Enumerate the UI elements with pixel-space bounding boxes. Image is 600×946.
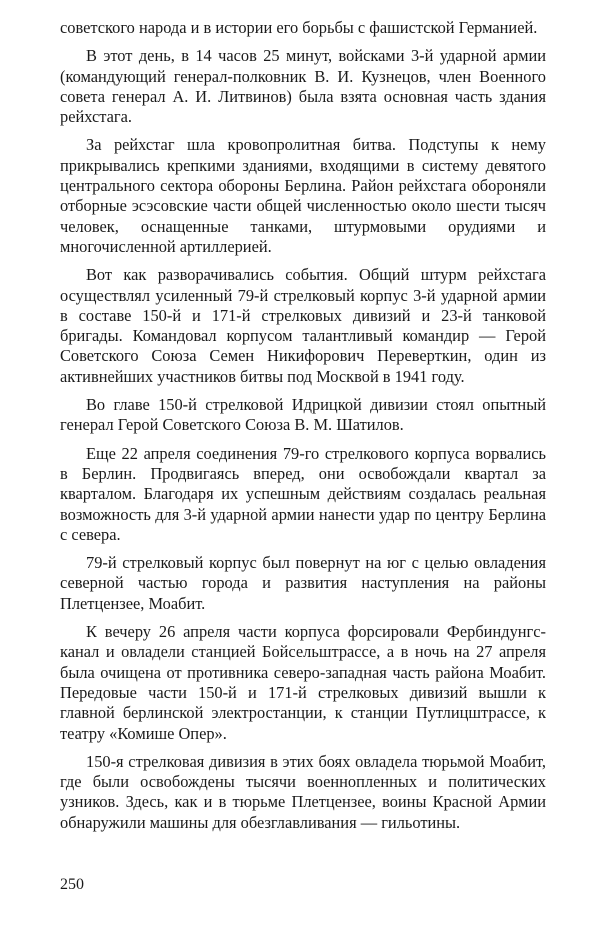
paragraph-april-22: Еще 22 апреля соединения 79-го стрелкового корпуса ворвались в Берлин. Продвигаясь вперед, они освобождали квартал за кварталом. Благодаря их успешным действиям создалась реальная возможность для 3-й ударной армии нанести удар по центру Берлина с севера.	[60, 443, 546, 544]
page-number: 250	[60, 876, 84, 893]
paragraph-april-26: К вечеру 26 апреля части корпуса форсировали Фербиндунгс-канал и овладели станцией Бойсельштрассе, а в ночь на 27 апреля была очищена от противника северо-западная часть района Моабит. Передовые части 150-й и 171-й стрелковых дивизий вышли к главной берлинской электростанции, к станции Путлицштрассе, к театру «Комише Опер».	[60, 622, 546, 743]
paragraph-corps-turned-south: 79-й стрелковый корпус был повернут на юг с целью овладения северной частью города и развития наступления на районы Плетцензее, Моабит.	[60, 553, 546, 613]
paragraph-assault-corps: Вот как разворачивались события. Общий штурм рейхстага осуществлял усиленный 79-й стрелковый корпус 3-й ударной армии в составе 150-й и 171-й стрелковых дивизий и 23-й танковой бригады. Командовал корпусом талантливый командир — Герой Советского Союза Семен Никифорович Переверткин, один из активнейших участников битвы под Москвой в 1941 году.	[60, 265, 546, 386]
paragraph-continuation: советского народа и в истории его борьбы с фашистской Германией.	[60, 18, 538, 37]
paragraph-division-commander: Во главе 150-й стрелковой Идрицкой дивизии стоял опытный генерал Герой Советского Союза В. М. Шатилов.	[60, 395, 546, 435]
paragraph-reichstag-capture: В этот день, в 14 часов 25 минут, войсками 3-й ударной армии (командующий генерал-полковник В. И. Кузнецов, член Военного совета генерал А. И. Литвинов) была взята основная часть здания рейхстага.	[60, 46, 546, 127]
page-body	[60, 18, 546, 928]
paragraph-battle-approaches: За рейхстаг шла кровопролитная битва. Подступы к нему прикрывались крепкими зданиями, входящими в систему девятого центрального сектора обороны Берлина. Район рейхстага обороняли отборные эсэсовские части общей численностью около шести тысяч человек, оснащенные танками, штурмовыми орудиями и многочисленной артиллерией.	[60, 135, 546, 256]
paragraph-moabit-prison: 150-я стрелковая дивизия в этих боях овладела тюрьмой Моабит, где были освобождены тысячи военнопленных и политических узников. Здесь, как и в тюрьме Плетцензее, воины Красной Армии обнаружили машины для обезглавливания — гильотины.	[60, 751, 546, 832]
